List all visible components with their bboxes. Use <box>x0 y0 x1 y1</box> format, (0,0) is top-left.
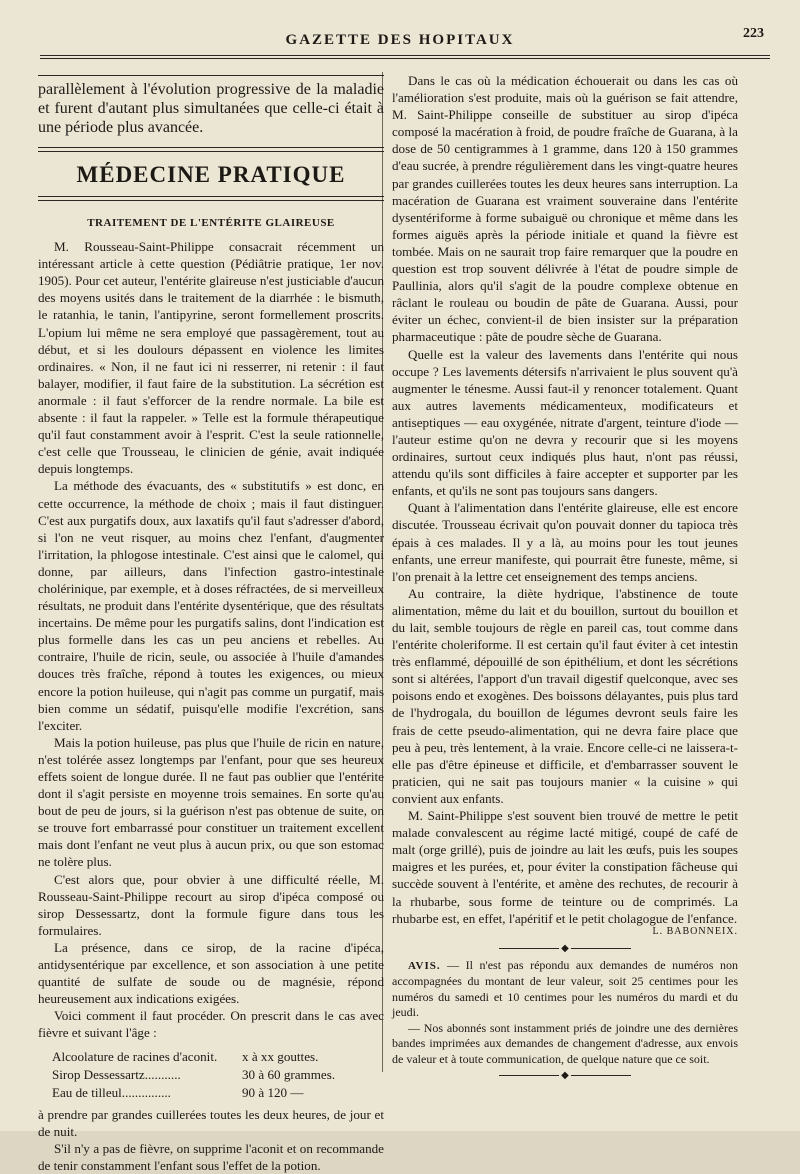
separator-ornament: ◆ <box>392 944 738 954</box>
article-paragraph: Quelle est la valeur des lavements dans l'entérite qui nous occupe ? Les lavements détersifs n'arrivaient le plus souvent qu'à augmenter le ténesme. Aussi faut-il y renoncer totalement. Quant aux autres lavements médicamenteux, modificateurs et antiseptiques — eau oxygénée, nitrate d'argent, teinture d'iode — l'auteur estime qu'on ne devra y recourir que si les moyens ordinaires, surtout ceux indiqués plus haut, n'ont pas réussi, attendu qu'ils sont difficiles à faire accepter et supporter par les enfants, et qu'ils ne sont pas toujours sans dangers. <box>392 346 738 499</box>
notice-label: AVIS. <box>408 959 441 972</box>
article-paragraph: Mais la potion huileuse, pas plus que l'huile de ricin en nature, n'est tolérée assez longtemps par l'enfant, pour que ses heureux effets soient de longue durée. Il ne faut pas oublier que l'entérite dont il s'agit persiste en moyenne trois semaines. En sorte qu'au bout de peu de jours, si la guérison n'est pas obtenue de suite, on se trouve fort embarrassé pour constituer un traitement excellent mais dont l'enfant ne veut plus à aucun prix, ou que son estomac ne tolère plus. <box>38 734 384 870</box>
article-paragraph: Voici comment il faut procéder. On prescrit dans le cas avec fièvre et suivant l'âge : <box>38 1008 384 1041</box>
right-column <box>392 72 738 1085</box>
left-column <box>38 72 384 1174</box>
page-number: 223 <box>743 26 764 41</box>
ingredient: Eau de tilleul............... <box>52 1084 171 1100</box>
article-paragraph: Dans le cas où la médication échouerait ou dans les cas où l'amélioration s'est produite, mais où la guérison se fait attendre, M. Saint-Philippe conseille de substituer au sirop d'ipéca composé la macération à froid, de poudre fraîche de Guarana, à la dose de 50 centigrammes à 1 gramme, dans 120 à 150 grammes d'eau sucrée, à prendre régulièrement dans les vingt-quatre heures par grandes cuillerées toutes les deux heures sans interruption. La macération de Guarana est vraiment souveraine dans l'entérite dysentériforme à forme subaiguë ou chronique et même dans les formes aiguës après la période initiale et quand la fièvre est tombée. Mais on ne saurait trop faire remarquer que la poudre en question est trop souvent délivrée à l'état de poudre simple de Paullinia, alors qu'il s'agit de la poudre complexe obtenue en râclant le rouleau ou boudin de pâte de Guarana. Aussi, pour éviter un échec, convient-il de bien insister sur la préparation pharmaceutique : pâte de poudre sèche de Guarana. <box>392 73 738 345</box>
dose: x à xx gouttes. <box>242 1048 319 1064</box>
prescription-row <box>38 1066 384 1084</box>
article-paragraph: M. Rousseau-Saint-Philippe consacrait récemment un intéressant article à cette question (Pédiâtrie pratique, 1er nov. 1905). Pour cet auteur, l'entérite glaireuse n'est justiciable d'aucun des moyens usités dans le traitement de la diarrhée : le bismuth, le ratanhia, le tanin, l'antipyrine, seront formellement proscrits. L'opium lui même ne sera employé que passagèrement, tout au début, et si les doulours dépassent en violence les limites ordinaires. « Non, il ne faut ici ni resserrer, ni retenir : il faut balayer, modifier, il faut faire de la substitution. La sécrétion est anormale : il faut s'efforcer de la rendre normale. La bile est absente : il faut la rappeler. » Telle est la formule thérapeutique qu'il faut constamment avoir à l'esprit. C'est la seule rationnelle, c'est celle que Trousseau, le clinicien de génie, avait indiquée depuis longtemps. <box>38 239 384 477</box>
author-signature: L. BABONNEIX. <box>652 925 738 937</box>
top-rule <box>38 75 384 76</box>
end-ornament: ◆ <box>392 1071 738 1081</box>
header-rule-secondary <box>40 58 770 59</box>
article-paragraph: à prendre par grandes cuillerées toutes les deux heures, de jour et de nuit. <box>38 1106 384 1139</box>
article-paragraph: Quant à l'alimentation dans l'entérite glaireuse, elle est encore discutée. Trousseau écrivait qu'on pouvait donner du tapioca très épais à ces malades. Il y a là, au moins pour les tout jeunes enfants, une erreur manifeste, qui pourrait être funeste, même, si l'on prenait à la lettre cet enseignement des temps anciens. <box>392 500 738 584</box>
notice-text: — Il n'est pas répondu aux demandes de numéros non accompagnées du montant de leur valeur, soit 25 centimes pour les numéros du samedi et 10 centimes pour les numéros du mardi et du jeudi. <box>392 957 738 1020</box>
intro-paragraph: parallèlement à l'évolution progressive de la maladie et furent d'autant plus simultanées que celle-ci était à une période plus avancée. <box>38 81 384 136</box>
section-rule <box>38 147 384 152</box>
prescription-table <box>38 1048 384 1102</box>
article-paragraph: C'est alors que, pour obvier à une difficulté réelle, M. Rousseau-Saint-Philippe recourt au sirop d'ipéca composé ou sirop Dessessartz, dont la formule figure dans tous les formulaires. <box>38 871 384 938</box>
ingredient: Sirop Dessessartz........... <box>52 1066 181 1082</box>
article-paragraph: Au contraire, la diète hydrique, l'abstinence de toute alimentation, même du lait et du bouillon, surtout du bouillon et du lait, semble toujours de règle en pareil cas, tout comme dans l'entérite choleriforme. Il est certain qu'il faut éviter à cet intestin très enflammé, dépouillé de son épithélium, et dont les sécrétions sont si altérées, l'apport d'un travail digestif quelconque, avec ses poisons endo et exogènes. Des boissons délayantes, puis plus tard de l'hydrogala, du bouillon de légumes devront seuls faire les frais de cette pseudo-alimentation, qui ne devra faire place que peu à peu, très lentement, à la vraie. Encore celle-ci ne laissera-t-elle pas d'être épineuse et difficile, et d'embarrasser souvent le praticien, qui ne sait pas toujours manier « la cuisine » qui convient aux enfants. <box>392 585 738 806</box>
notice-paragraph <box>392 958 738 1021</box>
section-heading: MÉDECINE PRATIQUE <box>76 162 346 187</box>
prescription-row <box>38 1084 384 1102</box>
article-paragraph: La présence, dans ce sirop, de la racine d'ipéca, antidysentérique par excellence, et son association à une petite quantité de sulfate de soude ou de magnésie, répond heureusement aux indications exigées. <box>38 939 384 1007</box>
article-paragraph: S'il n'y a pas de fièvre, on supprime l'aconit et on recommande de tenir constamment l'enfant sous l'effet de la potion. <box>38 1140 384 1173</box>
dose: 30 à 60 grammes. <box>242 1066 336 1082</box>
notice-paragraph: — Nos abonnés sont instamment priés de joindre une des dernières bandes imprimées aux demandes de changement d'adresse, aux envois de valeur et à toute communication, de quelque nature que ce soit. <box>392 1020 738 1066</box>
dose: 90 à 120 — <box>242 1084 304 1100</box>
section-rule-bottom <box>38 196 384 201</box>
prescription-row <box>38 1048 384 1066</box>
article-subheading: TRAITEMENT DE L'ENTÉRITE GLAIREUSE <box>87 217 335 229</box>
article-paragraph: La méthode des évacuants, des « substitutifs » est donc, en cette occurrence, la méthode de choix ; mais il faut distinguer. C'est aux purgatifs doux, aux laxatifs qu'il faut s'adresser d'abord, si l'on ne veut risquer, au moins chez l'enfant, d'augmenter l'irritation, la phlogose intestinale. C'est ainsi que le calomel, qui donne, par ailleurs, dans l'infection gastro-intestinale cholérinique, par exemple, et à doses réfractées, de si merveilleux résultats, ne produit dans l'entérite dysentérique, que des résultats incertains. De même pour les purgatifs salins, dont l'indication est plus formelle dans les cas un peu anciens et rebelles. Au contraire, l'huile de ricin, seule, ou associée à l'huile d'amandes douces très fraîche, répond à toutes les exigences, ou mieux encore la potion huileuse, qui n'agit pas comme un purgatif, mais bien comme un sédatif, puisqu'elle modifie l'excrétion, sans l'exciter. <box>38 478 384 733</box>
ingredient: Alcoolature de racines d'aconit. <box>52 1048 218 1064</box>
article-paragraph: M. Saint-Philippe s'est souvent bien trouvé de mettre le petit malade convalescent au régime lacté mitigé, coupé de café de malt (orge grillé), puis de joindre au lait les œufs, puis les soupes maigres et les purées, et, pour éviter la constipation fâcheuse qui succède souvent à l'entérite, et amène des rechutes, de recourir à la rhubarbe, sous forme de teinture ou de comprimés. La rhubarbe est, en effet, l'apéritif et le petit cholagogue de l'enfance. <box>392 808 738 926</box>
publication-title: GAZETTE DES HOPITAUX <box>285 32 515 48</box>
header-rule <box>40 55 770 56</box>
